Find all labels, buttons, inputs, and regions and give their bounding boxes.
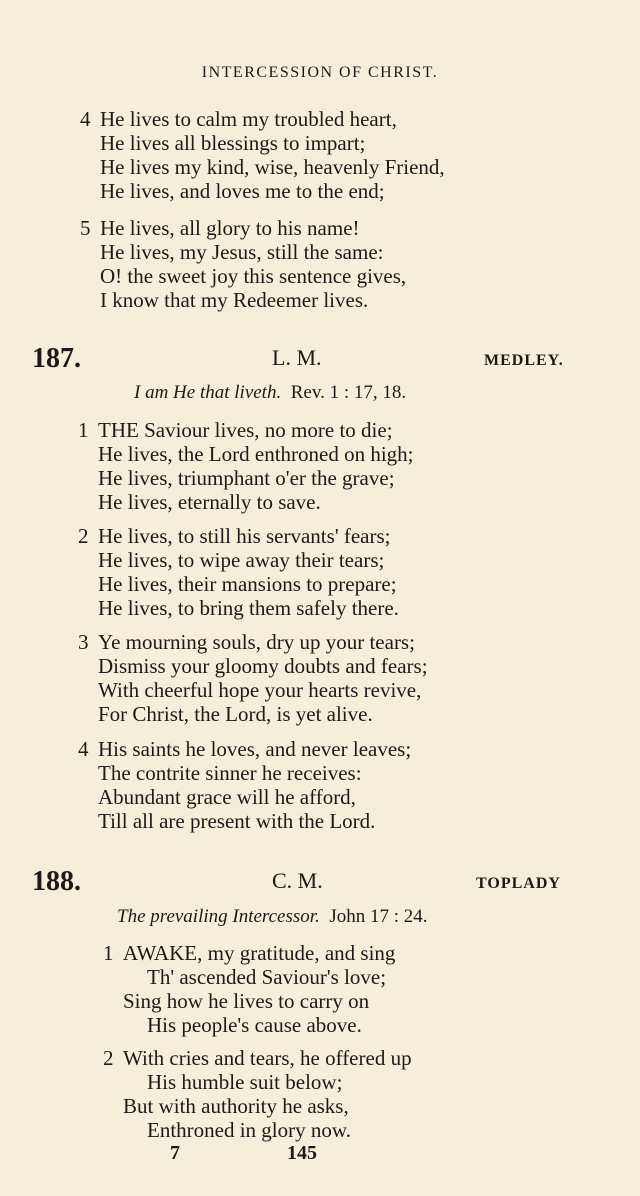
verse-line: His humble suit below; — [147, 1070, 343, 1094]
verse-line: For Christ, the Lord, is yet alive. — [98, 702, 373, 726]
hymn-188-heading — [0, 866, 640, 896]
scripture-reference: Rev. 1 : 17, 18. — [290, 382, 407, 403]
stanza-186-5 — [80, 216, 407, 312]
verse-line: He lives, eternally to save. — [98, 490, 321, 514]
verse-line: Enthroned in glory now. — [147, 1118, 351, 1142]
verse-line: He lives, to bring them safely there. — [98, 596, 399, 620]
subtitle-text: I am He that liveth. — [134, 382, 282, 403]
stanza-186-4 — [80, 107, 445, 203]
verse-line: He lives all blessings to impart; — [100, 131, 366, 155]
hymn-number: 188. — [32, 866, 81, 897]
tune-name: MEDLEY. — [484, 352, 564, 369]
stanza-number: 2 — [103, 1046, 114, 1070]
hymn-meter: C. M. — [272, 868, 323, 893]
hymn-187-subtitle — [134, 382, 406, 404]
verse-line: I know that my Redeemer lives. — [100, 288, 369, 312]
stanza-187-4 — [78, 737, 412, 833]
verse-line: Dismiss your gloomy doubts and fears; — [98, 654, 428, 678]
verse-line: Abundant grace will he afford, — [98, 785, 356, 809]
verse-line: He lives, to wipe away their tears; — [98, 548, 385, 572]
hymn-meter: L. M. — [272, 345, 322, 370]
verse-line: He lives, to still his servants' fears; — [98, 524, 391, 548]
verse-line: He lives, triumphant o'er the grave; — [98, 466, 395, 490]
stanza-187-3 — [78, 630, 428, 726]
verse-line: With cries and tears, he offered up — [123, 1046, 412, 1070]
tune-name: TOPLADY — [476, 875, 561, 892]
verse-line: With cheerful hope your hearts revive, — [98, 678, 422, 702]
verse-line: He lives, the Lord enthroned on high; — [98, 442, 414, 466]
stanza-number: 1 — [103, 941, 114, 965]
running-header: INTERCESSION OF CHRIST. — [201, 64, 439, 81]
verse-line: He lives, my Jesus, still the same: — [100, 240, 384, 264]
verse-line: He lives, and loves me to the end; — [100, 179, 385, 203]
stanza-188-2 — [103, 1046, 412, 1142]
hymn-187-heading — [0, 343, 640, 373]
verse-line: His people's cause above. — [147, 1013, 362, 1037]
verse-line: O! the sweet joy this sentence gives, — [100, 264, 407, 288]
verse-line: His saints he loves, and never leaves; — [98, 737, 412, 761]
hymn-188-subtitle — [117, 906, 428, 928]
stanza-number: 4 — [78, 737, 89, 761]
verse-line: THE Saviour lives, no more to die; — [98, 418, 393, 442]
page-number: 145 — [287, 1142, 317, 1164]
scripture-reference: John 17 : 24. — [329, 906, 428, 927]
stanza-187-1 — [78, 418, 414, 514]
stanza-188-1 — [103, 941, 396, 1037]
hymn-number: 187. — [32, 343, 81, 374]
verse-line: He lives my kind, wise, heavenly Friend, — [100, 155, 445, 179]
verse-line: Sing how he lives to carry on — [123, 989, 370, 1013]
stanza-number: 3 — [78, 630, 89, 654]
verse-line: But with authority he asks, — [123, 1094, 349, 1118]
verse-line: He lives, all glory to his name! — [100, 216, 360, 240]
subtitle-text: The prevailing Intercessor. — [117, 906, 320, 927]
verse-line: The contrite sinner he receives: — [98, 761, 362, 785]
verse-line: AWAKE, my gratitude, and sing — [123, 941, 396, 965]
verse-line: He lives, their mansions to prepare; — [98, 572, 397, 596]
stanza-187-2 — [78, 524, 399, 620]
stanza-number: 2 — [78, 524, 89, 548]
stanza-number: 4 — [80, 107, 91, 131]
stanza-number: 5 — [80, 216, 91, 240]
stanza-number: 1 — [78, 418, 89, 442]
signature-mark: 7 — [170, 1142, 180, 1164]
verse-line: He lives to calm my troubled heart, — [100, 107, 397, 131]
verse-line: Ye mourning souls, dry up your tears; — [98, 630, 415, 654]
verse-line: Th' ascended Saviour's love; — [147, 965, 387, 989]
verse-line: Till all are present with the Lord. — [98, 809, 376, 833]
